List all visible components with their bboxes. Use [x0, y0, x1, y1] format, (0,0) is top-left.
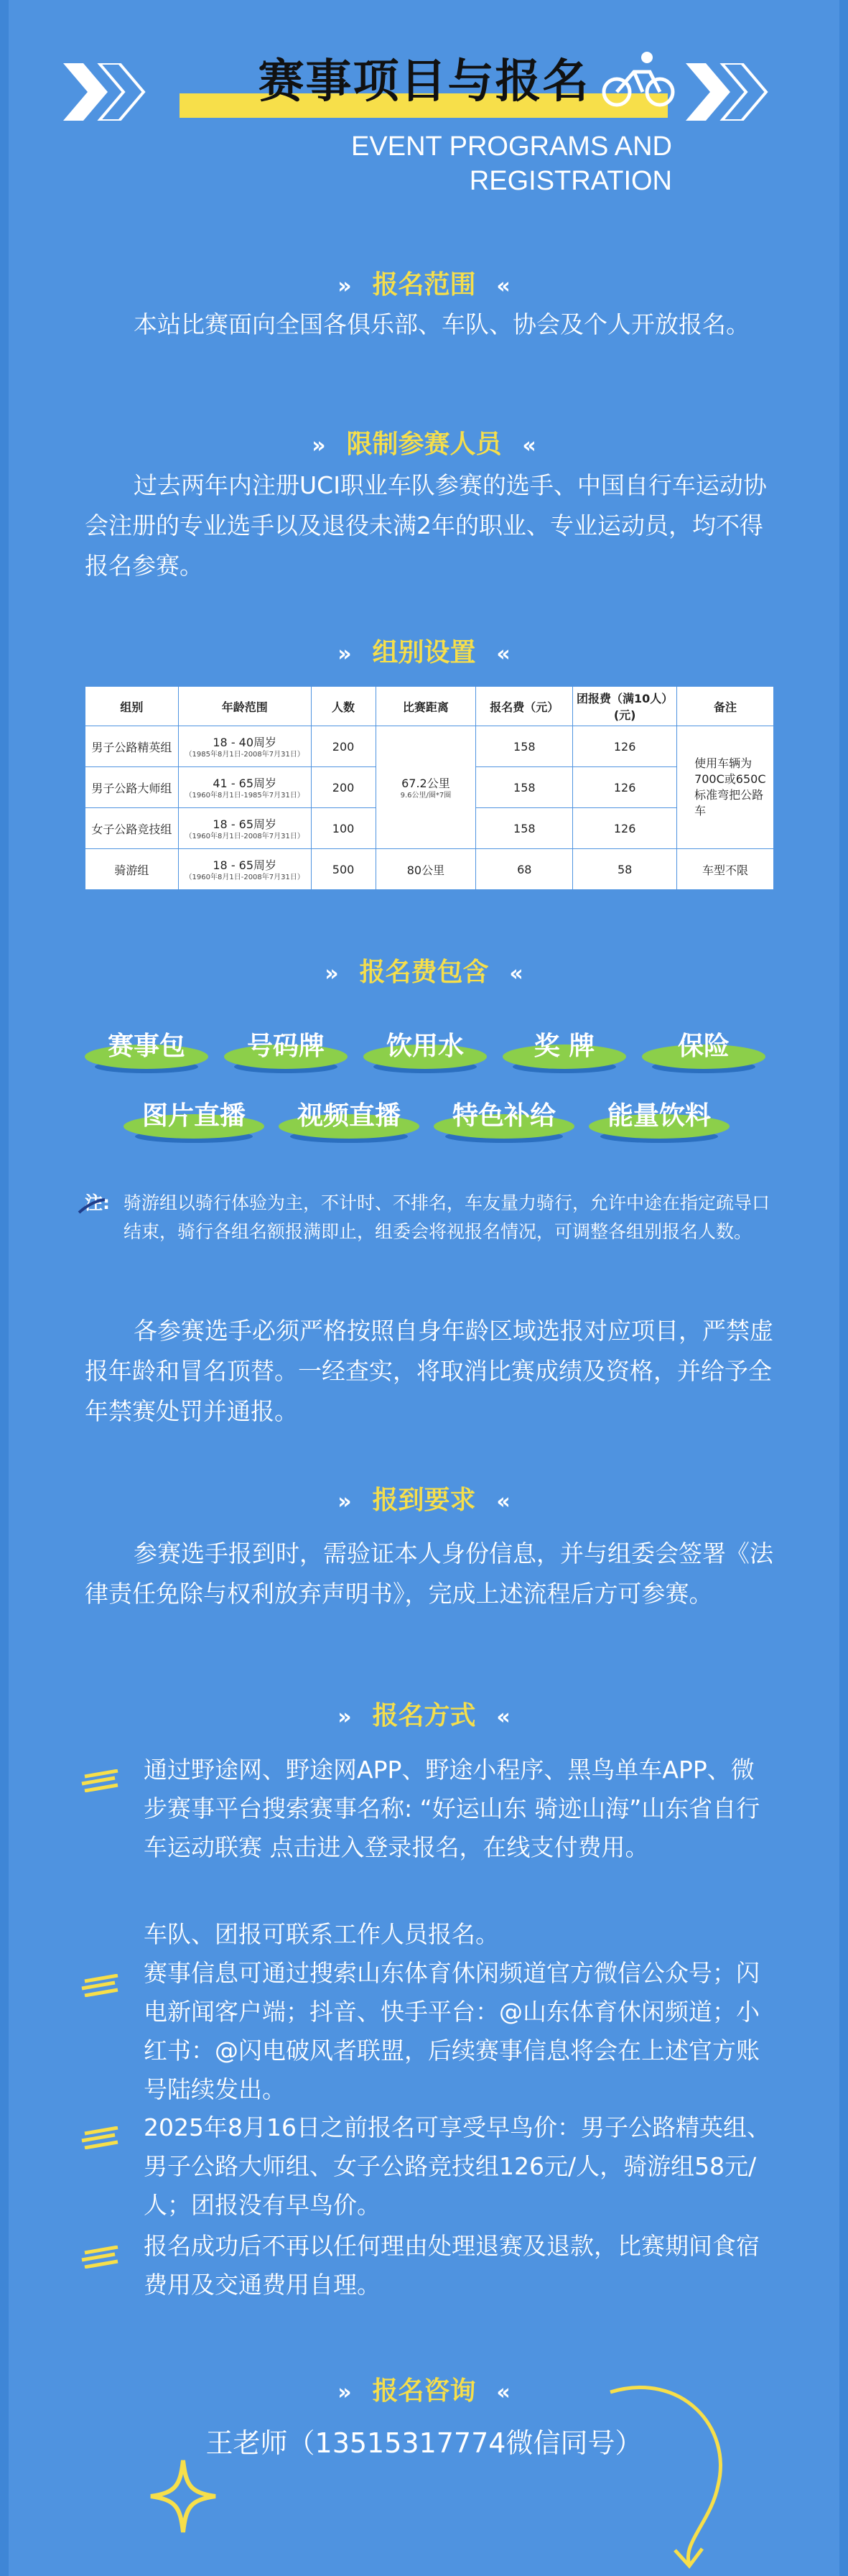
swoosh-icon	[78, 1198, 106, 1215]
distance-main: 67.2公里	[401, 777, 450, 790]
group-cell: 男子公路大师组	[85, 767, 179, 808]
method-item: 车队、团报可联系工作人员报名。	[144, 1920, 499, 1948]
dash-marker-icon	[80, 2126, 122, 2149]
fee-item-label: 视频直播	[297, 1101, 401, 1131]
table-row	[85, 726, 774, 767]
subtitle-line-2: REGISTRATION	[469, 166, 672, 196]
fee-item-label: 图片直播	[141, 1101, 246, 1131]
fee-item-label: 赛事包	[107, 1032, 185, 1061]
distance-detail: 9.6公里/圈*7圈	[400, 792, 452, 800]
fee-item-label: 特色补给	[452, 1101, 556, 1131]
fee-item	[363, 1026, 487, 1065]
section-title-checkin	[0, 1480, 848, 1516]
age-range: 18 - 65周岁	[213, 817, 277, 831]
distance-cell	[376, 726, 476, 849]
note-block	[85, 1189, 774, 1246]
remark-cell: 使用车辆为700C或650C标准弯把公路车	[677, 726, 774, 849]
table-header: 备注	[677, 687, 774, 726]
note-text: 骑游组以骑行体验为主，不计时、不排名，车友量力骑行，允许中途在指定疏导口结束，骑行各组名额报满即止，组委会将视报名情况，可调整各组别报名人数。	[124, 1192, 770, 1242]
double-chevron-right-icon: »	[337, 273, 352, 299]
remark-cell: 车型不限	[677, 849, 774, 890]
method-item: 2025年8月16日之前报名可享受早鸟价：男子公路精英组、男子公路大师组、女子公路竞技组126元/人，骑游组58元/人；团报没有早鸟价。	[144, 2113, 770, 2219]
fee-item	[124, 1095, 264, 1134]
age-range: 18 - 40周岁	[213, 736, 277, 749]
fee-cell: 158	[476, 808, 573, 849]
section-title-scope	[0, 264, 848, 301]
section-title-text: 限制参赛人员	[346, 430, 502, 459]
method-item: 赛事信息可通过搜索山东体育休闲频道官方微信公众号；闪电新闻客户端；抖音、快手平台：@山东体育休闲频道；小红书：@闪电破风者联盟，后续赛事信息将会在上述官方账号陆续发出。	[144, 1959, 760, 2103]
section-title-text: 组别设置	[372, 638, 476, 667]
age-range: 18 - 65周岁	[213, 858, 277, 872]
warning-text: 各参赛选手必须严格按照自身年龄区域选报对应项目，严禁虚报年龄和冒名顶替。一经查实，将取消比赛成绩及资格，并给予全年禁赛处罚并通报。	[85, 1317, 773, 1425]
fee-item	[503, 1026, 626, 1065]
section-title-text: 报名方式	[372, 1701, 476, 1731]
age-detail: （1985年8月1日-2008年7月31日）	[185, 751, 304, 759]
age-cell	[178, 808, 311, 849]
fee-item-label: 号码牌	[246, 1032, 325, 1061]
fee-cell: 158	[476, 767, 573, 808]
section-title-groups	[0, 632, 848, 669]
section-title-method	[0, 1695, 848, 1732]
fee-item	[224, 1026, 348, 1065]
left-edge	[0, 0, 9, 2576]
double-chevron-right-icon: »	[312, 432, 326, 458]
group-cell: 男子公路精英组	[85, 726, 179, 767]
fee-cell: 158	[476, 726, 573, 767]
double-chevron-left-icon: «	[509, 960, 523, 986]
consult-contact: 王老师（13515317774微信同号）	[205, 2427, 643, 2459]
group-cell: 骑游组	[85, 849, 179, 890]
double-chevron-right-icon: »	[337, 1488, 352, 1514]
table-header-row	[85, 687, 774, 726]
method-item: 通过野途网、野途网APP、野途小程序、黑鸟单车APP、微步赛事平台搜索赛事名称: “好运山东 骑迹山海”山东省自行车运动联赛 点击进入登录报名，在线支付费用。	[144, 1756, 760, 1861]
table-header: 团报费（满10人）(元)	[573, 687, 677, 726]
double-chevron-right-icon: »	[325, 960, 339, 986]
dash-marker-icon	[80, 2246, 122, 2269]
checkin-text: 参赛选手报到时，需验证本人身份信息，并与组委会签署《法律责任免除与权利放弃声明书》，完成上述流程后方可参赛。	[85, 1539, 773, 1608]
age-cell	[178, 767, 311, 808]
page-title: 赛事项目与报名	[258, 55, 590, 108]
team-fee-cell: 126	[573, 726, 677, 767]
age-detail: （1960年8月1日-2008年7月31日）	[185, 833, 304, 840]
sparkle-icon	[147, 2457, 219, 2536]
double-chevron-left-icon: «	[496, 1488, 511, 1514]
section-title-text: 报名费包含	[359, 958, 489, 987]
scope-paragraph	[85, 305, 774, 345]
subtitle-line-1: EVENT PROGRAMS AND	[351, 131, 672, 162]
fee-item-label: 饮用水	[386, 1032, 464, 1061]
table-header: 报名费（元）	[476, 687, 573, 726]
page-subtitle	[351, 129, 672, 198]
groups-table	[85, 686, 774, 890]
age-cell	[178, 726, 311, 767]
double-chevron-right-icon: »	[337, 2379, 352, 2405]
count-cell: 200	[311, 767, 376, 808]
double-chevron-right-icon: »	[337, 641, 352, 667]
table-header: 人数	[311, 687, 376, 726]
double-chevron-left-icon: «	[496, 273, 511, 299]
table-row	[85, 849, 774, 890]
count-cell: 500	[311, 849, 376, 890]
restricted-text: 过去两年内注册UCI职业车队参赛的选手、中国自行车运动协会注册的专业选手以及退役未满2年的职业、专业运动员，均不得报名参赛。	[85, 471, 767, 580]
fee-item	[85, 1026, 208, 1065]
fee-cell: 68	[476, 849, 573, 890]
age-cell	[178, 849, 311, 890]
section-title-text: 报到要求	[372, 1486, 476, 1515]
double-chevron-left-icon: «	[496, 2379, 511, 2405]
fee-item	[434, 1095, 574, 1134]
fee-item	[642, 1026, 765, 1065]
scope-text: 本站比赛面向全国各俱乐部、车队、协会及个人开放报名。	[134, 310, 750, 338]
count-cell: 200	[311, 726, 376, 767]
double-chevron-right-icon: »	[337, 1704, 352, 1730]
table-header: 比赛距离	[376, 687, 476, 726]
team-fee-cell: 58	[573, 849, 677, 890]
age-range: 41 - 65周岁	[213, 777, 277, 790]
checkin-paragraph	[85, 1534, 774, 1614]
fee-item-label: 能量饮料	[607, 1101, 711, 1131]
curved-arrow-icon	[596, 2371, 740, 2572]
distance-cell: 80公里	[376, 849, 476, 890]
count-cell: 100	[311, 808, 376, 849]
right-edge	[839, 0, 848, 2576]
fee-item	[589, 1095, 730, 1134]
table-header: 组别	[85, 687, 179, 726]
dash-marker-icon	[80, 1974, 122, 1997]
fee-item	[279, 1095, 419, 1134]
team-fee-cell: 126	[573, 808, 677, 849]
dash-marker-icon	[80, 1769, 122, 1792]
fee-item-label: 奖 牌	[534, 1032, 595, 1061]
cyclist-icon	[600, 50, 679, 108]
section-title-text: 报名范围	[372, 270, 476, 300]
method-item: 报名成功后不再以任何理由处理退赛及退款，比赛期间食宿费用及交通费用自理。	[144, 2232, 760, 2299]
double-chevron-left-icon: «	[522, 432, 536, 458]
age-detail: （1960年8月1日-1985年7月31日）	[185, 792, 304, 800]
team-fee-cell: 126	[573, 767, 677, 808]
fee-item-label: 保险	[677, 1032, 730, 1061]
note-label: 注:	[85, 1192, 110, 1213]
age-detail: （1960年8月1日-2008年7月31日）	[185, 874, 304, 881]
section-title-restricted	[0, 424, 848, 460]
table-header: 年龄范围	[178, 687, 311, 726]
double-chevron-left-icon: «	[496, 641, 511, 667]
section-title-fee-includes	[0, 952, 848, 988]
double-chevron-left-icon: «	[496, 1704, 511, 1730]
warning-paragraph	[85, 1311, 774, 1432]
group-cell: 女子公路竞技组	[85, 808, 179, 849]
section-title-text: 报名咨询	[372, 2376, 476, 2406]
restricted-paragraph	[85, 465, 774, 586]
